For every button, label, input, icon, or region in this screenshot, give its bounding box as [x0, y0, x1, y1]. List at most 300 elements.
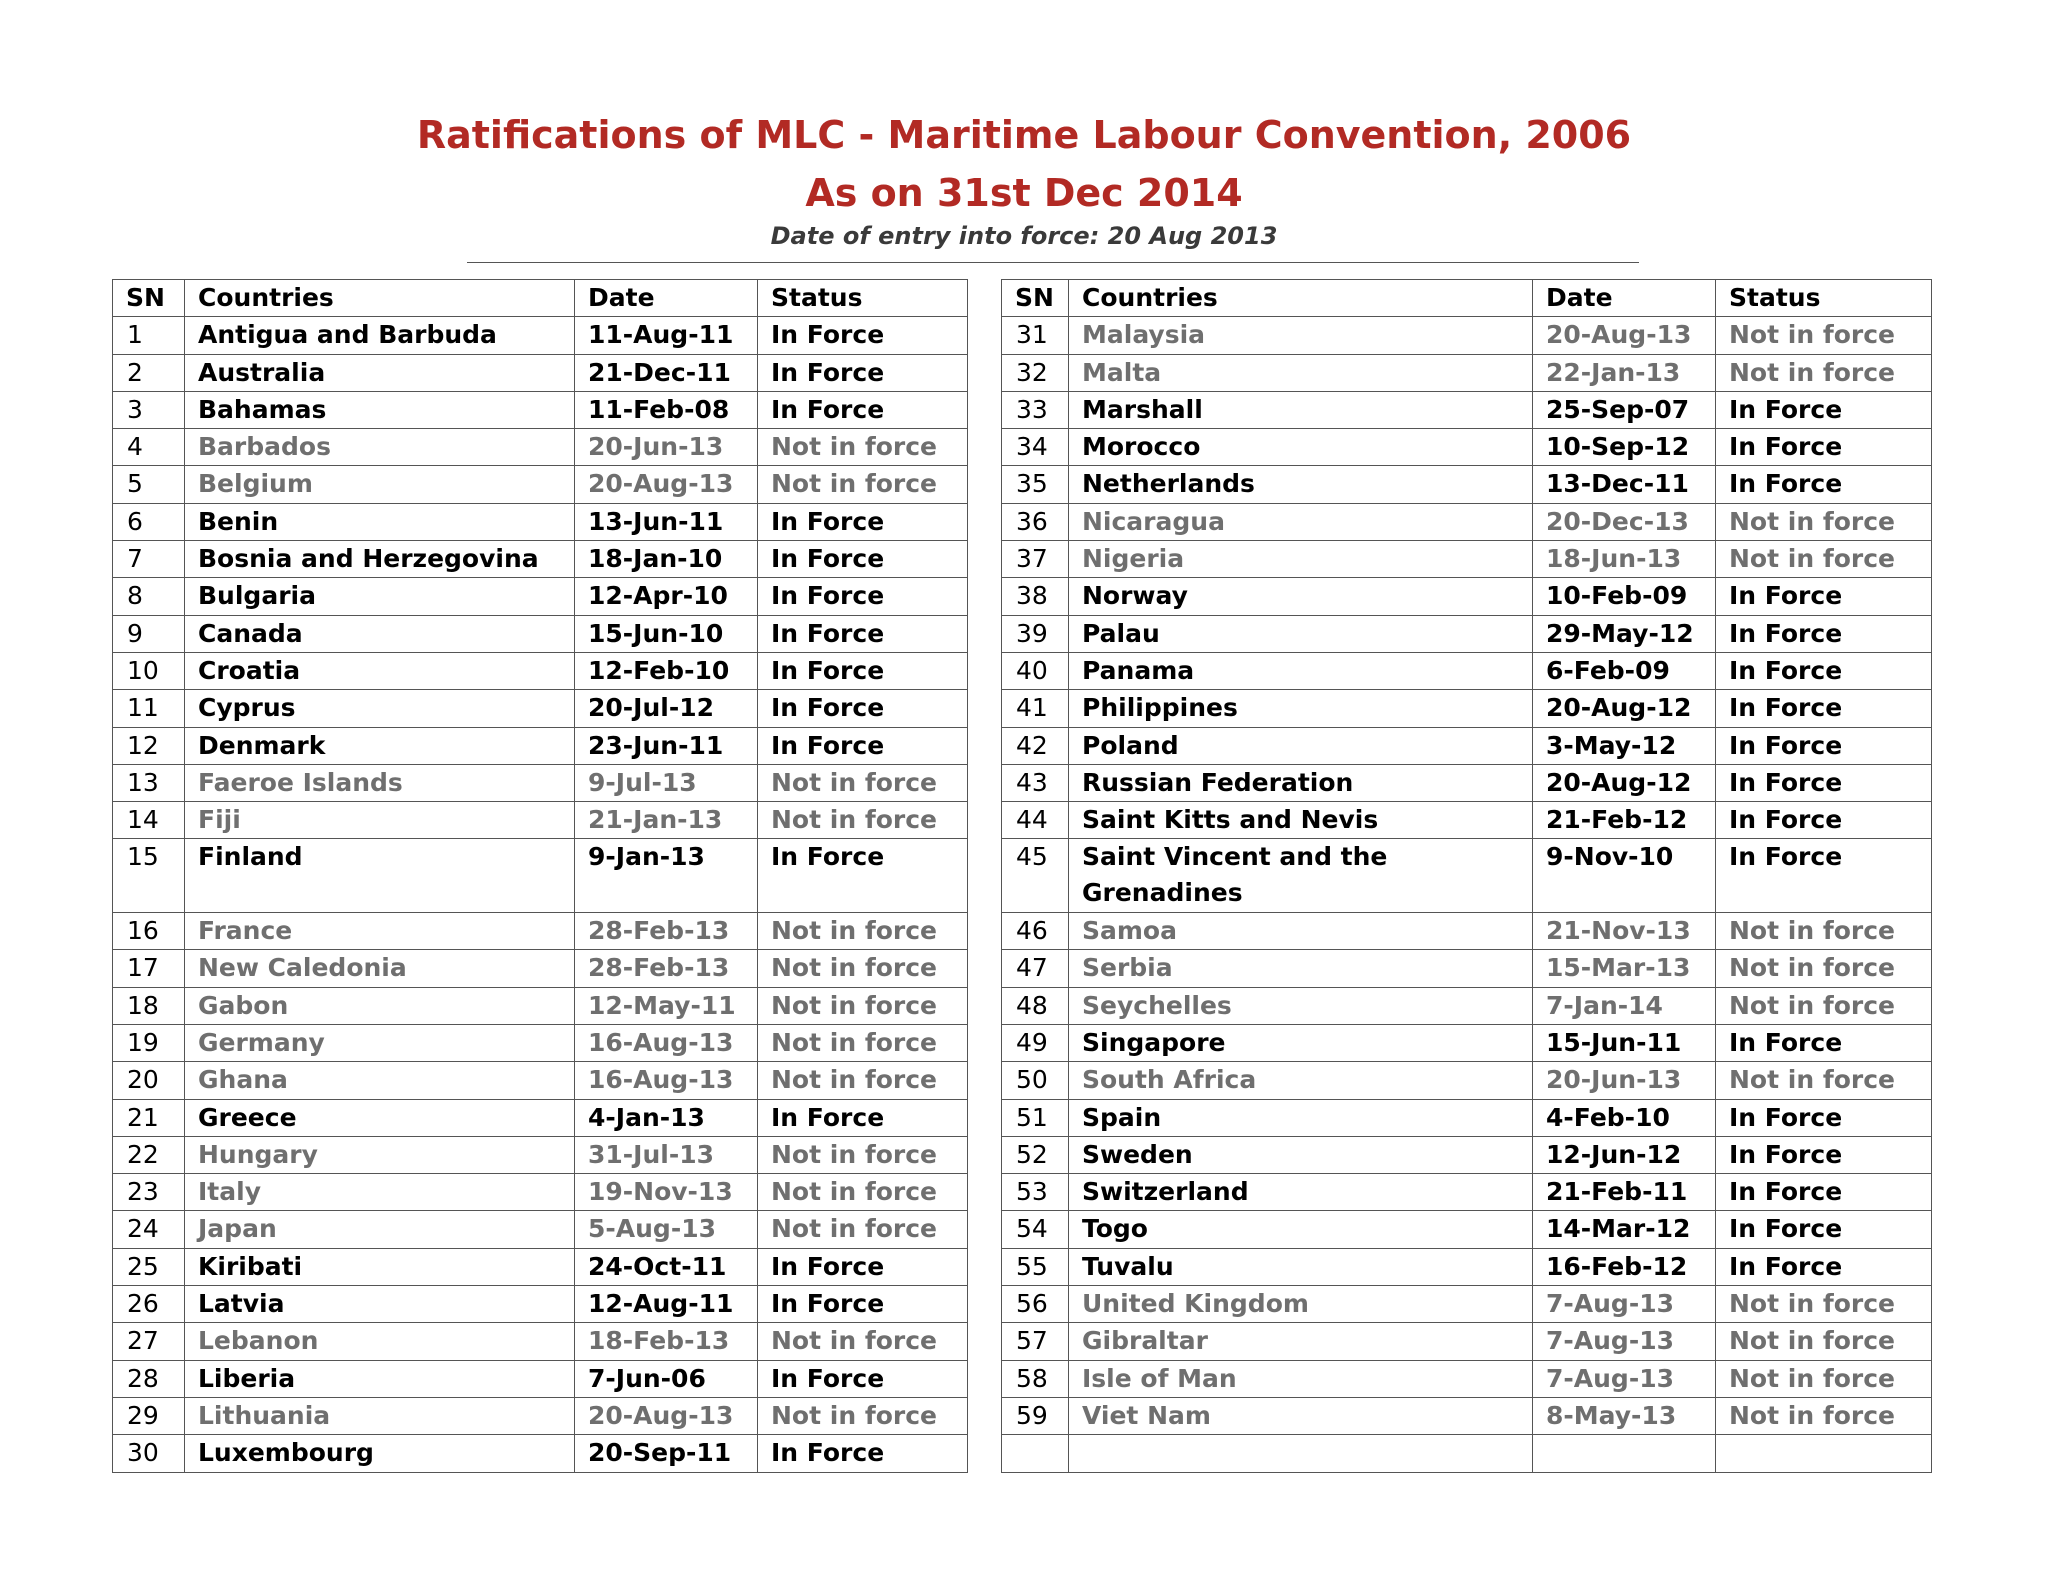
cell-country: Canada [185, 615, 575, 652]
cell-country: Barbados [185, 429, 575, 466]
cell-date: 15-Jun-10 [575, 615, 758, 652]
cell-date: 23-Jun-11 [575, 727, 758, 764]
cell-status: In Force [1716, 1248, 1932, 1285]
cell-country: New Caledonia [185, 950, 575, 987]
cell-status: Not in force [1716, 1062, 1932, 1099]
cell-date: 20-Jul-12 [575, 690, 758, 727]
cell-sn: 42 [1002, 727, 1069, 764]
cell-date: 18-Jun-13 [1533, 541, 1716, 578]
cell-country: United Kingdom [1069, 1286, 1533, 1323]
cell-date: 22-Jan-13 [1533, 354, 1716, 391]
table-row [1002, 764, 1932, 801]
cell-sn: 41 [1002, 690, 1069, 727]
cell-country: South Africa [1069, 1062, 1533, 1099]
table-row [113, 466, 968, 503]
cell-date: 20-Aug-13 [575, 466, 758, 503]
cell-country: Sweden [1069, 1136, 1533, 1173]
cell-date: 11-Feb-08 [575, 391, 758, 428]
cell-date [1533, 1435, 1716, 1472]
table-row [113, 578, 968, 615]
cell-sn: 24 [113, 1211, 185, 1248]
cell-date: 21-Nov-13 [1533, 913, 1716, 950]
cell-date: 10-Feb-09 [1533, 578, 1716, 615]
ratifications-table-right [1001, 279, 1932, 1473]
header-date: Date [575, 280, 758, 317]
cell-country: Saint Kitts and Nevis [1069, 802, 1533, 839]
cell-status: In Force [1716, 615, 1932, 652]
cell-status: In Force [1716, 1211, 1932, 1248]
cell-status: In Force [758, 503, 968, 540]
cell-country: Finland [185, 839, 575, 913]
cell-date: 20-Aug-12 [1533, 690, 1716, 727]
header-status: Status [758, 280, 968, 317]
cell-date: 5-Aug-13 [575, 1211, 758, 1248]
table-row [113, 950, 968, 987]
cell-sn [1002, 1435, 1069, 1472]
table-body-right [1002, 317, 1932, 1472]
table-row [113, 1286, 968, 1323]
table-row [1002, 1286, 1932, 1323]
cell-country: Fiji [185, 802, 575, 839]
cell-date: 19-Nov-13 [575, 1174, 758, 1211]
cell-sn: 28 [113, 1360, 185, 1397]
title-divider [467, 262, 1639, 263]
cell-sn: 54 [1002, 1211, 1069, 1248]
table-row [113, 1062, 968, 1099]
cell-status: In Force [758, 1286, 968, 1323]
cell-sn: 33 [1002, 391, 1069, 428]
cell-status: In Force [758, 541, 968, 578]
table-row [1002, 317, 1932, 354]
cell-country: Palau [1069, 615, 1533, 652]
table-row [113, 1211, 968, 1248]
table-row [113, 1136, 968, 1173]
cell-sn: 50 [1002, 1062, 1069, 1099]
cell-status: Not in force [758, 987, 968, 1024]
table-row [1002, 1024, 1932, 1061]
cell-status: Not in force [758, 1211, 968, 1248]
cell-status: In Force [1716, 727, 1932, 764]
cell-status: Not in force [758, 950, 968, 987]
header-sn: SN [113, 280, 185, 317]
table-row [113, 1323, 968, 1360]
table-row [113, 615, 968, 652]
header-countries: Countries [1069, 280, 1533, 317]
cell-date: 12-Jun-12 [1533, 1136, 1716, 1173]
cell-country: Kiribati [185, 1248, 575, 1285]
cell-status: In Force [1716, 764, 1932, 801]
table-body-left [113, 317, 968, 1472]
table-row [1002, 1323, 1932, 1360]
cell-sn: 9 [113, 615, 185, 652]
cell-sn: 43 [1002, 764, 1069, 801]
cell-sn: 49 [1002, 1024, 1069, 1061]
cell-sn: 13 [113, 764, 185, 801]
cell-country: Australia [185, 354, 575, 391]
cell-country: Faeroe Islands [185, 764, 575, 801]
cell-status: In Force [1716, 466, 1932, 503]
cell-status: Not in force [1716, 987, 1932, 1024]
cell-sn: 36 [1002, 503, 1069, 540]
cell-country: Luxembourg [185, 1435, 575, 1472]
cell-sn: 22 [113, 1136, 185, 1173]
cell-country: Japan [185, 1211, 575, 1248]
cell-sn: 45 [1002, 839, 1069, 913]
cell-sn: 57 [1002, 1323, 1069, 1360]
cell-sn: 29 [113, 1397, 185, 1434]
cell-status: Not in force [758, 1397, 968, 1434]
cell-status: In Force [758, 1435, 968, 1472]
cell-date: 12-Aug-11 [575, 1286, 758, 1323]
cell-country: Italy [185, 1174, 575, 1211]
cell-country: Lebanon [185, 1323, 575, 1360]
cell-country: Seychelles [1069, 987, 1533, 1024]
table-row [113, 317, 968, 354]
cell-status: Not in force [758, 1323, 968, 1360]
cell-sn: 25 [113, 1248, 185, 1285]
cell-status: In Force [1716, 1024, 1932, 1061]
table-row [1002, 541, 1932, 578]
cell-status: In Force [758, 354, 968, 391]
cell-status: In Force [1716, 690, 1932, 727]
header-date: Date [1533, 280, 1716, 317]
table-row [113, 1435, 968, 1472]
cell-sn: 8 [113, 578, 185, 615]
table-row [113, 913, 968, 950]
cell-status: In Force [758, 391, 968, 428]
cell-date: 20-Dec-13 [1533, 503, 1716, 540]
cell-sn: 56 [1002, 1286, 1069, 1323]
cell-sn: 23 [113, 1174, 185, 1211]
cell-status: In Force [758, 652, 968, 689]
cell-sn: 39 [1002, 615, 1069, 652]
table-row [1002, 578, 1932, 615]
cell-date: 9-Nov-10 [1533, 839, 1716, 913]
cell-country: Netherlands [1069, 466, 1533, 503]
table-row [113, 541, 968, 578]
cell-country: Ghana [185, 1062, 575, 1099]
cell-sn: 10 [113, 652, 185, 689]
table-row [113, 1397, 968, 1434]
cell-status: Not in force [758, 466, 968, 503]
cell-date: 21-Jan-13 [575, 802, 758, 839]
table-row [113, 764, 968, 801]
cell-country: Russian Federation [1069, 764, 1533, 801]
cell-date: 4-Jan-13 [575, 1099, 758, 1136]
cell-country: Belgium [185, 466, 575, 503]
cell-country: Saint Vincent and the Grenadines [1069, 839, 1533, 913]
table-header-row [1002, 280, 1932, 317]
cell-date: 16-Feb-12 [1533, 1248, 1716, 1285]
cell-date: 21-Feb-12 [1533, 802, 1716, 839]
cell-status: In Force [1716, 652, 1932, 689]
cell-sn: 52 [1002, 1136, 1069, 1173]
table-row [113, 652, 968, 689]
table-row [113, 802, 968, 839]
cell-country: Samoa [1069, 913, 1533, 950]
cell-date: 20-Sep-11 [575, 1435, 758, 1472]
cell-sn: 46 [1002, 913, 1069, 950]
cell-country: Serbia [1069, 950, 1533, 987]
cell-date: 24-Oct-11 [575, 1248, 758, 1285]
table-row [113, 839, 968, 913]
cell-status: Not in force [758, 764, 968, 801]
table-row [1002, 839, 1932, 913]
cell-sn: 20 [113, 1062, 185, 1099]
header-sn: SN [1002, 280, 1069, 317]
cell-status: In Force [1716, 578, 1932, 615]
table-row [1002, 1435, 1932, 1472]
cell-sn: 58 [1002, 1360, 1069, 1397]
cell-status: Not in force [758, 913, 968, 950]
cell-date: 12-Apr-10 [575, 578, 758, 615]
cell-sn: 15 [113, 839, 185, 913]
cell-status: Not in force [1716, 950, 1932, 987]
cell-date: 12-Feb-10 [575, 652, 758, 689]
cell-country: Switzerland [1069, 1174, 1533, 1211]
cell-status: In Force [1716, 802, 1932, 839]
cell-status: Not in force [758, 1024, 968, 1061]
cell-country: Poland [1069, 727, 1533, 764]
cell-country: Nicaragua [1069, 503, 1533, 540]
cell-sn: 55 [1002, 1248, 1069, 1285]
cell-sn: 12 [113, 727, 185, 764]
cell-date: 18-Jan-10 [575, 541, 758, 578]
table-row [1002, 690, 1932, 727]
cell-sn: 53 [1002, 1174, 1069, 1211]
cell-status: Not in force [1716, 503, 1932, 540]
cell-sn: 26 [113, 1286, 185, 1323]
cell-date: 9-Jan-13 [575, 839, 758, 913]
table-row [113, 727, 968, 764]
cell-date: 20-Jun-13 [575, 429, 758, 466]
cell-sn: 48 [1002, 987, 1069, 1024]
cell-status: Not in force [1716, 1286, 1932, 1323]
cell-date: 9-Jul-13 [575, 764, 758, 801]
cell-status: In Force [758, 690, 968, 727]
table-row [1002, 987, 1932, 1024]
cell-date: 28-Feb-13 [575, 913, 758, 950]
cell-sn: 2 [113, 354, 185, 391]
cell-status: Not in force [758, 802, 968, 839]
cell-sn: 32 [1002, 354, 1069, 391]
cell-date: 16-Aug-13 [575, 1024, 758, 1061]
cell-status: In Force [1716, 1174, 1932, 1211]
cell-sn: 4 [113, 429, 185, 466]
cell-status: Not in force [1716, 354, 1932, 391]
cell-country: Greece [185, 1099, 575, 1136]
cell-date: 13-Jun-11 [575, 503, 758, 540]
cell-date: 21-Dec-11 [575, 354, 758, 391]
cell-country: Liberia [185, 1360, 575, 1397]
cell-country: Bosnia and Herzegovina [185, 541, 575, 578]
cell-status: Not in force [1716, 913, 1932, 950]
cell-date: 25-Sep-07 [1533, 391, 1716, 428]
cell-status: In Force [758, 1360, 968, 1397]
table-row [113, 690, 968, 727]
cell-sn: 17 [113, 950, 185, 987]
table-row [1002, 1062, 1932, 1099]
cell-date: 7-Aug-13 [1533, 1360, 1716, 1397]
table-row [1002, 1397, 1932, 1434]
table-row [113, 503, 968, 540]
cell-country: Denmark [185, 727, 575, 764]
cell-sn: 16 [113, 913, 185, 950]
cell-date: 21-Feb-11 [1533, 1174, 1716, 1211]
cell-country: Germany [185, 1024, 575, 1061]
table-row [1002, 429, 1932, 466]
cell-country: Marshall [1069, 391, 1533, 428]
cell-sn: 31 [1002, 317, 1069, 354]
table-row [1002, 354, 1932, 391]
table-row [113, 1360, 968, 1397]
cell-country: Antigua and Barbuda [185, 317, 575, 354]
cell-date: 20-Aug-13 [575, 1397, 758, 1434]
cell-country: Malta [1069, 354, 1533, 391]
cell-date: 15-Jun-11 [1533, 1024, 1716, 1061]
cell-date: 6-Feb-09 [1533, 652, 1716, 689]
cell-country: Gibraltar [1069, 1323, 1533, 1360]
cell-sn: 37 [1002, 541, 1069, 578]
cell-country: Isle of Man [1069, 1360, 1533, 1397]
cell-sn: 19 [113, 1024, 185, 1061]
cell-status: Not in force [1716, 317, 1932, 354]
cell-sn: 6 [113, 503, 185, 540]
cell-status: Not in force [1716, 1397, 1932, 1434]
page-title: Ratifications of MLC - Maritime Labour Convention, 2006 [416, 113, 1632, 157]
cell-country: Malaysia [1069, 317, 1533, 354]
cell-date: 7-Aug-13 [1533, 1323, 1716, 1360]
cell-country [1069, 1435, 1533, 1472]
cell-status: In Force [758, 839, 968, 913]
cell-sn: 1 [113, 317, 185, 354]
cell-date: 14-Mar-12 [1533, 1211, 1716, 1248]
ratifications-table-left [112, 279, 968, 1473]
cell-date: 20-Aug-12 [1533, 764, 1716, 801]
cell-country: Spain [1069, 1099, 1533, 1136]
cell-date: 20-Aug-13 [1533, 317, 1716, 354]
cell-date: 8-May-13 [1533, 1397, 1716, 1434]
table-row [1002, 1136, 1932, 1173]
cell-date: 29-May-12 [1533, 615, 1716, 652]
cell-status: In Force [758, 1248, 968, 1285]
cell-country: Singapore [1069, 1024, 1533, 1061]
table-row [113, 1099, 968, 1136]
table-row [1002, 1360, 1932, 1397]
cell-status: Not in force [758, 429, 968, 466]
cell-sn: 27 [113, 1323, 185, 1360]
cell-sn: 40 [1002, 652, 1069, 689]
table-row [113, 1248, 968, 1285]
table-row [1002, 391, 1932, 428]
cell-date: 3-May-12 [1533, 727, 1716, 764]
cell-sn: 35 [1002, 466, 1069, 503]
cell-country: France [185, 913, 575, 950]
cell-date: 12-May-11 [575, 987, 758, 1024]
cell-sn: 47 [1002, 950, 1069, 987]
cell-status: Not in force [1716, 1323, 1932, 1360]
entry-into-force-note: Date of entry into force: 20 Aug 2013 [770, 222, 1278, 250]
cell-status: In Force [1716, 1099, 1932, 1136]
cell-status: In Force [758, 1099, 968, 1136]
table-row [1002, 1248, 1932, 1285]
table-row [1002, 913, 1932, 950]
table-row [1002, 1174, 1932, 1211]
table-row [113, 1024, 968, 1061]
cell-status: In Force [758, 615, 968, 652]
table-row [113, 987, 968, 1024]
header-status: Status [1716, 280, 1932, 317]
cell-country: Latvia [185, 1286, 575, 1323]
cell-country: Lithuania [185, 1397, 575, 1434]
cell-status: In Force [1716, 1136, 1932, 1173]
table-row [1002, 1211, 1932, 1248]
cell-date: 18-Feb-13 [575, 1323, 758, 1360]
cell-date: 10-Sep-12 [1533, 429, 1716, 466]
cell-status: Not in force [758, 1174, 968, 1211]
cell-country: Cyprus [185, 690, 575, 727]
table-row [1002, 466, 1932, 503]
cell-status: Not in force [1716, 1360, 1932, 1397]
page-subtitle-date: As on 31st Dec 2014 [805, 171, 1243, 215]
cell-date: 15-Mar-13 [1533, 950, 1716, 987]
cell-sn: 7 [113, 541, 185, 578]
cell-country: Benin [185, 503, 575, 540]
cell-date: 7-Jan-14 [1533, 987, 1716, 1024]
cell-date: 11-Aug-11 [575, 317, 758, 354]
cell-status: In Force [1716, 839, 1932, 913]
header-countries: Countries [185, 280, 575, 317]
cell-country: Norway [1069, 578, 1533, 615]
cell-country: Nigeria [1069, 541, 1533, 578]
table-row [113, 429, 968, 466]
cell-country: Hungary [185, 1136, 575, 1173]
cell-sn: 21 [113, 1099, 185, 1136]
cell-date: 7-Jun-06 [575, 1360, 758, 1397]
cell-status: In Force [758, 578, 968, 615]
cell-sn: 14 [113, 802, 185, 839]
cell-status: Not in force [1716, 541, 1932, 578]
table-row [1002, 802, 1932, 839]
cell-country: Croatia [185, 652, 575, 689]
cell-status: Not in force [758, 1136, 968, 1173]
cell-sn: 51 [1002, 1099, 1069, 1136]
cell-country: Bahamas [185, 391, 575, 428]
cell-sn: 34 [1002, 429, 1069, 466]
cell-country: Bulgaria [185, 578, 575, 615]
table-row [1002, 950, 1932, 987]
cell-country: Viet Nam [1069, 1397, 1533, 1434]
cell-sn: 18 [113, 987, 185, 1024]
cell-date: 16-Aug-13 [575, 1062, 758, 1099]
cell-status: In Force [758, 317, 968, 354]
table-row [113, 354, 968, 391]
cell-date: 28-Feb-13 [575, 950, 758, 987]
cell-date: 31-Jul-13 [575, 1136, 758, 1173]
cell-status [1716, 1435, 1932, 1472]
cell-sn: 30 [113, 1435, 185, 1472]
cell-date: 13-Dec-11 [1533, 466, 1716, 503]
cell-sn: 44 [1002, 802, 1069, 839]
table-header-row [113, 280, 968, 317]
cell-sn: 11 [113, 690, 185, 727]
cell-status: In Force [1716, 391, 1932, 428]
cell-status: In Force [758, 727, 968, 764]
cell-sn: 3 [113, 391, 185, 428]
cell-sn: 5 [113, 466, 185, 503]
table-row [1002, 503, 1932, 540]
cell-status: Not in force [758, 1062, 968, 1099]
